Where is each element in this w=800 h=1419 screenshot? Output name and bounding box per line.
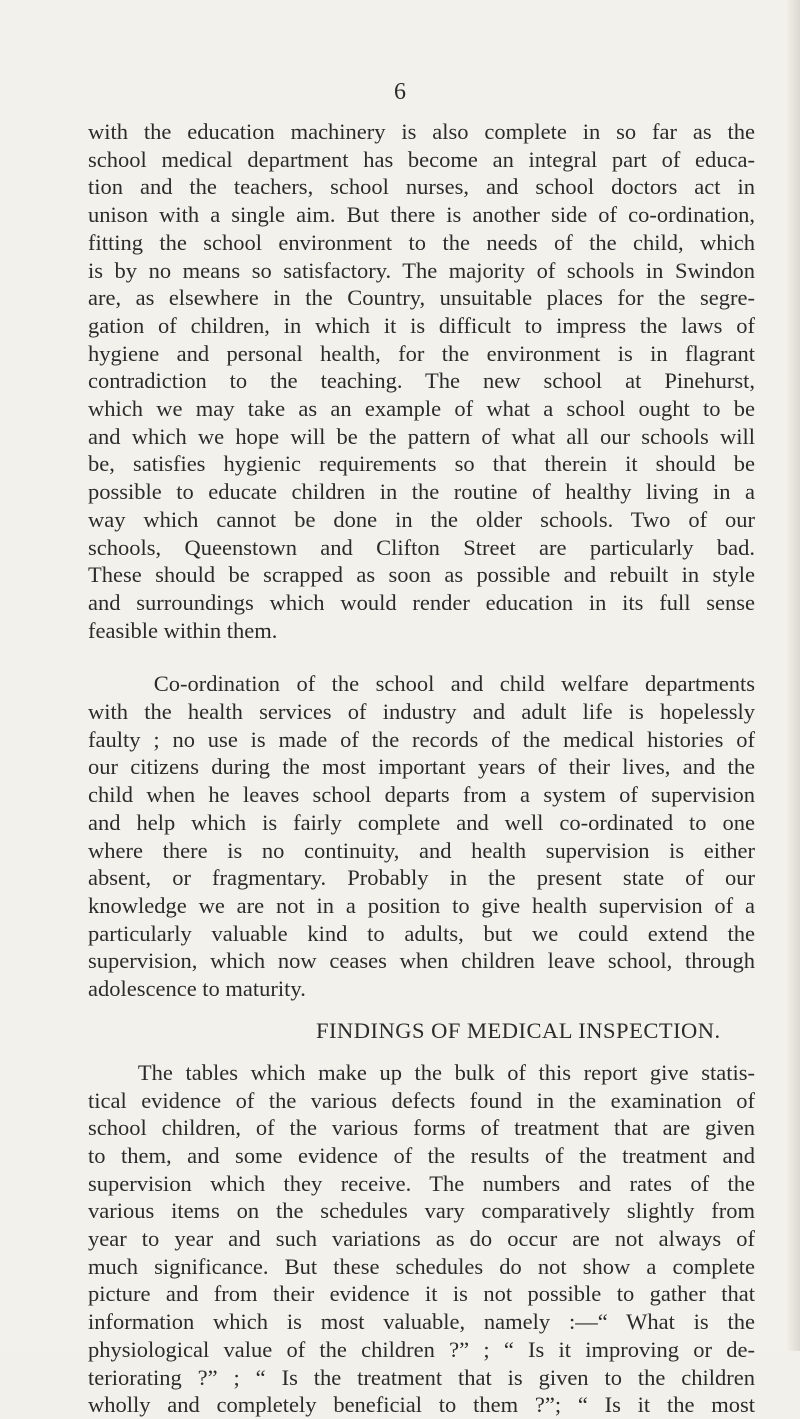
text-line: with the health services of industry and adult life is hopelessly (88, 699, 755, 725)
text-line: contradiction to the teaching. The new school at Pinehurst, (88, 368, 755, 394)
paragraph-coordination-environment (88, 118, 755, 644)
text-line: knowledge we are not in a position to give health supervision of a (88, 892, 755, 918)
text-line: are, as elsewhere in the Country, unsuitable places for the segre- (88, 285, 755, 311)
page-edge-shadow (786, 0, 800, 1351)
text-line: hygiene and personal health, for the environment is in flagrant (88, 340, 755, 366)
text-line: information which is most valuable, namely :—“ What is the (88, 1309, 755, 1335)
text-line: schools, Queenstown and Clifton Street are particularly bad. (88, 534, 755, 560)
text-line: possible to educate children in the routine of healthy living in a (88, 479, 755, 505)
text-line: is by no means so satisfactory. The majority of schools in Swindon (88, 257, 755, 283)
text-line: physiological value of the children ?” ; “ Is it improving or de- (88, 1336, 755, 1362)
text-line: be, satisfies hygienic requirements so that therein it should be (88, 451, 755, 477)
text-line: much significance. But these schedules do not show a complete (88, 1253, 755, 1279)
text-line: and surroundings which would render education in its full sense (88, 589, 755, 615)
text-line: These should be scrapped as soon as possible and rebuilt in style (88, 562, 755, 588)
text-line: school children, of the various forms of treatment that are given (88, 1115, 755, 1141)
text-line: and which we hope will be the pattern of what all our schools will (88, 423, 755, 449)
text-line: year to year and such variations as do occur are not always of (88, 1226, 755, 1252)
section-heading: FINDINGS OF MEDICAL INSPECTION. (316, 1017, 721, 1043)
text-line: particularly valuable kind to adults, but we could extend the (88, 920, 755, 946)
text-line: fitting the school environment to the needs of the child, which (88, 229, 755, 255)
text-line: supervision which they receive. The numbers and rates of the (88, 1170, 755, 1196)
text-line: teriorating ?” ; “ Is the treatment that is given to the children (88, 1364, 755, 1390)
text-line: with the education machinery is also complete in so far as the (88, 119, 755, 144)
text-line: picture and from their evidence it is not possible to gather that (88, 1281, 755, 1307)
text-line: faulty ; no use is made of the records of the medical histories of (88, 726, 755, 752)
text-line: unison with a single aim. But there is another side of co-ordination, (88, 202, 755, 228)
page-number: 6 (394, 79, 406, 105)
text-line: supervision, which now ceases when children leave school, through (88, 948, 755, 974)
text-line: school medical department has become an integral part of educa- (88, 146, 755, 172)
text-line: which we may take as an example of what a school ought to be (88, 396, 755, 422)
text-line: tion and the teachers, school nurses, and school doctors act in (88, 174, 755, 200)
text-line: tical evidence of the various defects found in the examination of (88, 1087, 755, 1113)
text-line: feasible within them. (88, 617, 278, 643)
text-line: absent, or fragmentary. Probably in the present state of our (88, 865, 755, 891)
text-line: where there is no continuity, and health supervision is either (88, 837, 755, 863)
text-line: The tables which make up the bulk of this report give statis- (88, 1059, 755, 1085)
text-line: way which cannot be done in the older schools. Two of our (88, 506, 755, 532)
paragraph-findings (88, 1059, 755, 1419)
text-line: child when he leaves school departs from a system of supervision (88, 782, 755, 808)
text-line: adolescence to maturity. (88, 976, 306, 1002)
body-text (88, 118, 755, 1419)
text-line: gation of children, in which it is difficult to impress the laws of (88, 312, 755, 338)
text-line: Co-ordination of the school and child welfare departments (88, 671, 755, 697)
text-line: wholly and completely beneficial to them ?”; “ Is it the most (88, 1392, 755, 1418)
text-line: our citizens during the most important years of their lives, and the (88, 754, 755, 780)
text-line: to them, and some evidence of the results of the treatment and (88, 1142, 755, 1168)
paragraph-health-services (88, 670, 755, 1002)
text-line: and help which is fairly complete and well co-ordinated to one (88, 809, 755, 835)
paragraph-gap (88, 644, 755, 670)
text-line: various items on the schedules vary comparatively slightly from (88, 1198, 755, 1224)
